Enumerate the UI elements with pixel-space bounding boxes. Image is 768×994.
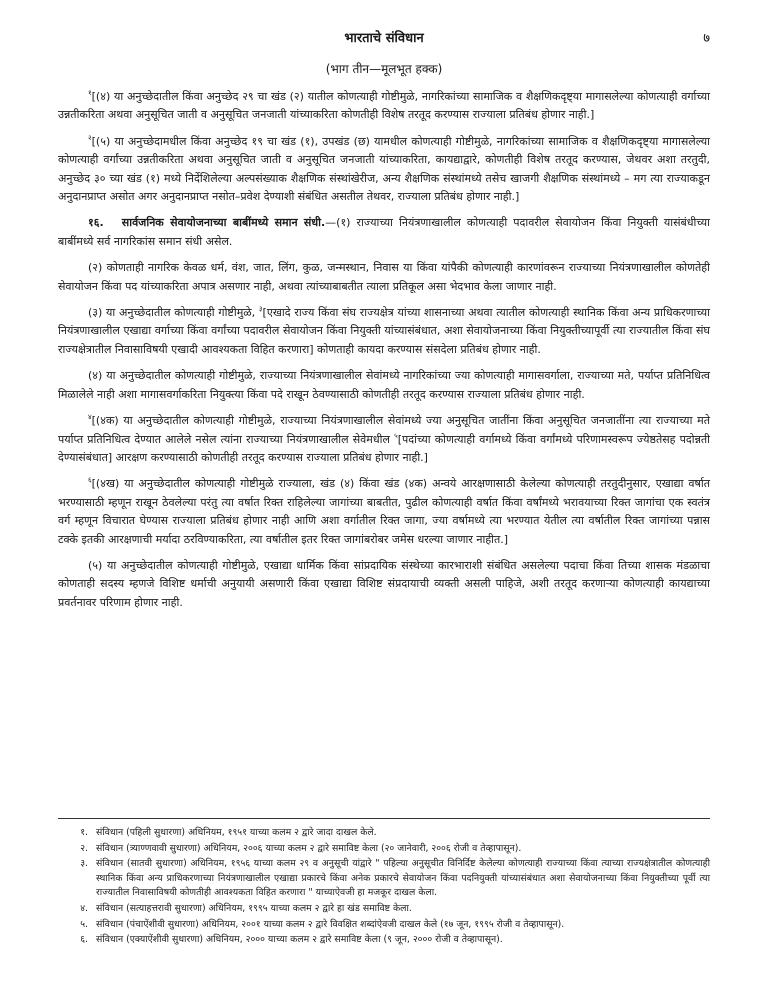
footnote-item	[58, 857, 710, 901]
page-number: ७	[703, 31, 710, 46]
footnote-number: ५.	[80, 918, 88, 930]
footnote-number: ६.	[80, 934, 88, 946]
footnote-number: ३.	[80, 858, 88, 870]
clause-text: [(४ख) या अनुच्छेदातील कोणत्याही गोष्टीमुळे राज्याला, खंड (४) किंवा खंड (४क) अन्वये आरक्षणासाठी केलेल्या कोणत्याही तरतुदीनुसार, एखाद्या वर्षात भरण्यासाठी म्हणून राखून ठेवलेल्या परंतु त्या वर्षात रिक्त राहिलेल्या जागांच्या बाबतीत, पुढील कोणत्याही वर्षात किंवा वर्षांमध्ये भरावयाच्या रिक्त जागांचा एक स्वतंत्र वर्ग म्हणून विचारात घेण्यास राज्याला प्रतिबंध होणार नाही आणि अशा वर्गातील रिक्त जागा, ज्या वर्षामध्ये त्या भरण्यात येतील त्या वर्षातील रिक्त जागांच्या पन्नास टक्के इतकी आरक्षणाची मर्यादा ठरविण्याकरिता, त्या वर्षातील इतर रिक्त जागांबरोबर जमेस धरल्या जाणार नाहीत.]	[58, 477, 710, 546]
page-header	[0, 30, 768, 50]
clause-16-2: (२) कोणताही नागरिक केवळ धर्म, वंश, जात, लिंग, कुळ, जन्मस्थान, निवास या किंवा यांपैकी कोणत्याही कारणांवरून राज्याच्या नियंत्रणाखालील कोणतेही सेवायोजन किंवा पद यांच्याकरिता अपात्र असणार नाही, अथवा त्यांच्याबाबतीत त्याला प्रतिकूल असा भेदभाव केला जाणार नाही.	[58, 261, 710, 293]
footnotes	[58, 826, 710, 949]
clause-16-3	[58, 304, 710, 359]
footnote-item	[58, 826, 710, 841]
clause-15-5	[58, 133, 710, 207]
footnote-ref: ५	[394, 431, 398, 440]
clause-lead: (३) या अनुच्छेदातील कोणत्याही गोष्टीमुळे,	[88, 306, 256, 320]
footnote-ref: १	[88, 89, 92, 97]
footnote-text: संविधान (त्र्याण्णवावी सुधारणा) अधिनियम, २००६ याच्या कलम २ द्वारे समाविष्ट केला (२० जानेवारी, २००६ रोजी व तेव्हापासून).	[96, 842, 522, 854]
footnote-text: संविधान (सत्याहत्तरावी सुधारणा) अधिनियम, १९९५ याच्या कलम २ द्वारे हा खंड समाविष्ट केला.	[96, 902, 412, 914]
part-heading: (भाग तीन—मूलभूत हक्क)	[325, 62, 443, 76]
footnote-item	[58, 918, 710, 933]
clause-text: [(५) या अनुच्छेदामधील किंवा अनुच्छेद १९ चा खंड (१), उपखंड (छ) यामधील कोणत्याही गोष्टीमुळे, नागरिकांच्या सामाजिक व शैक्षणिकदृष्ट्या मागासलेल्या कोणत्याही वर्गांच्या उन्नतीकरिता अथवा अनुसूचित जाती व अनुसूचित जनजाती यांच्याकरिता, कायद्याद्वारे, कोणतीही विशेष तरतूद करण्यास, जेथवर अशा तरतुदी, अनुच्छेद ३० च्या खंड (१) मध्ये निर्देशिलेल्या अल्पसंख्याक शैक्षणिक संस्थांखेरीज, अन्य शैक्षणिक संस्थांमध्ये तसेच खाजगी शैक्षणिक संस्थांमध्ये – मग त्या राज्याकडून अनुदानप्राप्त असोत अगर अनुदानप्राप्त नसोत–प्रवेश देण्याशी संबंधित असतील तेथवर, राज्याला प्रतिबंध होणार नाही.]	[58, 134, 710, 204]
footnote-text: संविधान (एक्याऐंशीवी सुधारणा) अधिनियम, २००० याच्या कलम २ द्वारे समाविष्ट केला (९ जून, २००० रोजी व तेव्हापासून).	[96, 934, 503, 946]
footnote-item	[58, 933, 710, 948]
footnote-ref: ३	[258, 305, 263, 314]
footnote-text: संविधान (पहिली सुधारणा) अधिनियम, १९५१ याच्या कलम २ द्वारे जादा दाखल केले.	[96, 827, 377, 838]
footnote-text: संविधान (सातवी सुधारणा) अधिनियम, १९५६ याच्या कलम २९ व अनुसूची यांद्वारे " पहिल्या अनुसूचीत विनिर्दिष्ट केलेल्या कोणत्याही राज्याच्या किंवा त्याच्या राज्यक्षेत्रातील कोणत्याही स्थानिक किंवा अन्य प्राधिकरणाच्या नियंत्रणाखालील एखाद्या प्रकारचे किंवा अनेक प्रकारचे सेवायोजन किंवा पदनियुक्ती यांच्यासंबंधात अशा सेवायोजनाच्या किंवा नियुक्तीच्या पूर्वी त्या राज्यातील निवासाविषयी कोणतीही आवश्यकता विहित करणारा " याच्याऐवजी हा मजकूर दाखल केला.	[96, 858, 710, 899]
clause-16-4: (४) या अनुच्छेदातील कोणत्याही गोष्टीमुळे, राज्याच्या नियंत्रणाखालील सेवांमध्ये नागरिकांच्या ज्या कोणत्याही मागासवर्गाला, राज्याच्या मते, पर्याप्त प्रतिनिधित्व मिळालेले नाही अशा मागासवर्गाकरिता नियुक्त्या किंवा पदे राखून ठेवण्यासाठी कोणतीही तरतूद करण्यास राज्याला प्रतिबंध होणार नाही.	[58, 369, 710, 401]
footnote-ref: ६	[88, 476, 92, 485]
article-number: १६.	[88, 216, 104, 230]
clause-16-4a	[58, 412, 710, 467]
article-body	[58, 88, 710, 620]
footnote-number: १.	[80, 827, 88, 838]
footnote-item	[58, 842, 710, 857]
footnote-ref: २	[88, 133, 92, 142]
article-title: सार्वजनिक सेवायोजनाच्या बाबींमध्ये समान संधी.	[121, 216, 326, 230]
footnote-ref: ४	[88, 413, 92, 422]
clause-text: —(१) राज्याच्या नियंत्रणाखालील कोणत्याही पदावरील सेवायोजन किंवा नियुक्ती यासंबंधीच्या बाबींमध्ये सर्व नागरिकांस समान संधी असेल.	[58, 216, 710, 248]
clause-text: [(४क) या अनुच्छेदातील कोणत्याही गोष्टीमुळे, राज्याच्या नियंत्रणाखालील सेवांमध्ये ज्या अनुसूचित जातींना किंवा अनुसूचित जनजातींना त्या राज्याच्या मते पर्याप्त प्रतिनिधित्व देण्यात आलेले नसेल त्यांना राज्याच्या नियंत्रणाखालील सेवेमधील	[58, 414, 710, 446]
running-title: भारताचे संविधान	[344, 31, 424, 46]
clause-16-5: (५) या अनुच्छेदातील कोणत्याही गोष्टीमुळे, एखाद्या धार्मिक किंवा सांप्रदायिक संस्थेच्या कारभाराशी संबंधित असलेल्या पदाचा किंवा तिच्या शासक मंडळाचा कोणताही सदस्य म्हणजे विशिष्ट धर्माची अनुयायी असणारी किंवा एखाद्या विशिष्ट संप्रदायाची व्यक्ती असली पाहिजे, अशी तरतूद करणाऱ्या कोणत्याही कायद्याच्या प्रवर्तनावर परिणाम होणार नाही.	[58, 558, 710, 609]
article-16	[58, 214, 710, 251]
footnote-number: २.	[80, 842, 88, 854]
clause-text: [(४) या अनुच्छेदातील किंवा अनुच्छेद २९ चा खंड (२) यातील कोणत्याही गोष्टीमुळे, नागरिकांच्या सामाजिक व शैक्षणिकदृष्ट्या मागासलेल्या कोणत्याही वर्गाच्या उन्नतीकरिता अथवा अनुसूचित जाती व अनुसूचित जनजाती यांच्याकरिता कोणतीही विशेष तरतूद करण्यास राज्याला प्रतिबंध होणार नाही.]	[58, 90, 710, 122]
footnote-number: ४.	[80, 902, 88, 914]
clause-15-4	[58, 88, 710, 125]
footnote-divider	[58, 818, 710, 819]
clause-text: [एखादे राज्य किंवा संघ राज्यक्षेत्र यांच्या शासनाच्या अथवा त्यातील कोणत्याही स्थानिक किंवा अन्य प्राधिकरणाच्या नियंत्रणाखालील एखाद्या वर्गाच्या किंवा वर्गांच्या पदावरील सेवायोजन किंवा नियुक्ती यांच्यासंबंधात, अशा सेवायोजनाच्या किंवा नियुक्तीच्यापूर्वी त्या राज्यातील किंवा संघ राज्यक्षेत्रातील निवासाविषयी एखादी आवश्यकता विहित करणारा] कोणताही कायदा करण्यास संसदेला प्रतिबंध होणार नाही.	[58, 306, 710, 356]
footnote-text: संविधान (पंचाऐंशीवी सुधारणा) अधिनियम, २००१ याच्या कलम २ द्वारे विवक्षित शब्दांऐवजी दाखल केले (१७ जून, १९९५ रोजी व तेव्हापासून).	[96, 918, 565, 930]
footnote-item	[58, 902, 710, 917]
clause-text: [पदांच्या कोणत्याही वर्गामध्ये किंवा वर्गांमध्ये परिणामस्वरूप ज्येष्ठतेसह पदोन्नती देण्यासंबंधात] आरक्षण करण्यासाठी कोणतीही तरतूद करण्यास राज्याला प्रतिबंध होणार नाही.]	[58, 432, 711, 464]
clause-16-4b	[58, 475, 710, 549]
